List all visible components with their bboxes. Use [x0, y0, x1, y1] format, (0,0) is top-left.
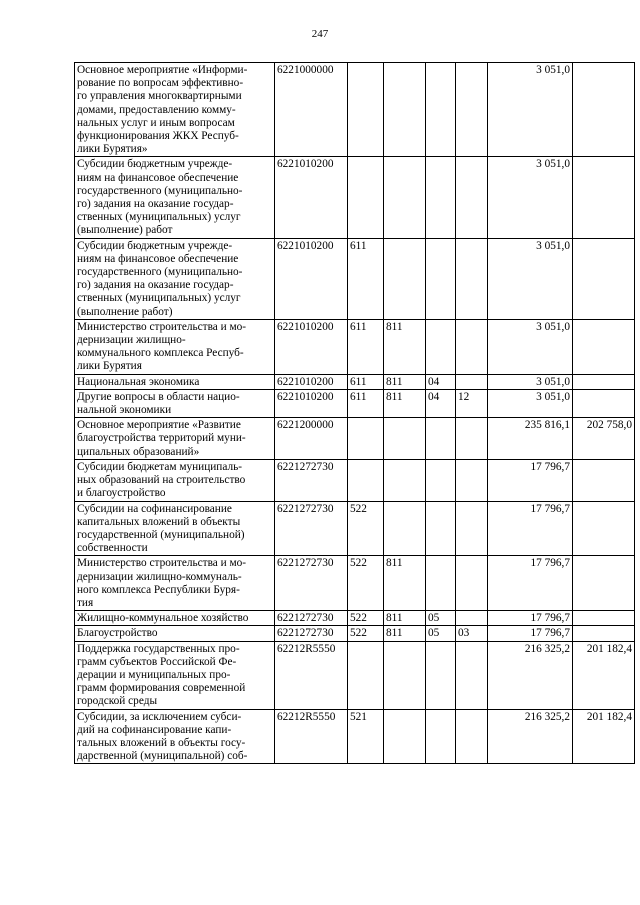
target-article-cell: 6221200000: [275, 418, 348, 460]
section-cell: [426, 238, 456, 319]
federal-amount-cell: [573, 319, 635, 374]
item-name-cell: Жилищно-коммунальное хозяйство: [75, 611, 275, 626]
chief-administrator-cell: [384, 63, 426, 157]
section-cell: [426, 418, 456, 460]
expense-type-cell: 611: [348, 389, 384, 417]
target-article-cell: 6221010200: [275, 157, 348, 238]
amount-cell: 17 796,7: [488, 556, 573, 611]
chief-administrator-cell: [384, 709, 426, 764]
expense-type-cell: 521: [348, 709, 384, 764]
table-row: [75, 418, 635, 460]
chief-administrator-cell: 811: [384, 626, 426, 641]
target-article-cell: 6221000000: [275, 63, 348, 157]
table-row: [75, 374, 635, 389]
amount-cell: 3 051,0: [488, 319, 573, 374]
target-article-cell: 6221272730: [275, 459, 348, 501]
subsection-cell: [456, 319, 488, 374]
chief-administrator-cell: [384, 501, 426, 556]
item-name-cell: Субсидии бюджетным учрежде- ниям на финансовое обеспечение государственного (муниципально- го) задания на оказание государ- ственных (муниципальных) услуг (выполнение) работ: [75, 157, 275, 238]
section-cell: [426, 459, 456, 501]
item-name-cell: Министерство строительства и мо- дернизации жилищно-коммуналь- ного комплекса Республики Буря- тия: [75, 556, 275, 611]
subsection-cell: [456, 501, 488, 556]
section-cell: [426, 319, 456, 374]
budget-table: [74, 62, 635, 764]
section-cell: 05: [426, 626, 456, 641]
section-cell: [426, 641, 456, 709]
target-article-cell: 6221272730: [275, 501, 348, 556]
expense-type-cell: 611: [348, 238, 384, 319]
expense-type-cell: 611: [348, 319, 384, 374]
item-name-cell: Основное мероприятие «Развитие благоустройства территорий муни- ципальных образований»: [75, 418, 275, 460]
section-cell: [426, 157, 456, 238]
federal-amount-cell: [573, 63, 635, 157]
amount-cell: 235 816,1: [488, 418, 573, 460]
table-row: [75, 238, 635, 319]
table-row: [75, 63, 635, 157]
federal-amount-cell: [573, 611, 635, 626]
section-cell: 05: [426, 611, 456, 626]
table-row: [75, 626, 635, 641]
chief-administrator-cell: 811: [384, 319, 426, 374]
federal-amount-cell: 201 182,4: [573, 709, 635, 764]
amount-cell: 17 796,7: [488, 626, 573, 641]
expense-type-cell: [348, 641, 384, 709]
chief-administrator-cell: [384, 459, 426, 501]
table-row: [75, 641, 635, 709]
chief-administrator-cell: 811: [384, 374, 426, 389]
section-cell: [426, 709, 456, 764]
item-name-cell: Субсидии на софинансирование капитальных вложений в объекты государственной (муниципальной) собственности: [75, 501, 275, 556]
federal-amount-cell: [573, 389, 635, 417]
amount-cell: 3 051,0: [488, 63, 573, 157]
subsection-cell: [456, 238, 488, 319]
amount-cell: 17 796,7: [488, 501, 573, 556]
federal-amount-cell: [573, 238, 635, 319]
federal-amount-cell: [573, 157, 635, 238]
expense-type-cell: 522: [348, 611, 384, 626]
section-cell: 04: [426, 374, 456, 389]
section-cell: [426, 556, 456, 611]
subsection-cell: [456, 556, 488, 611]
expense-type-cell: 611: [348, 374, 384, 389]
subsection-cell: [456, 709, 488, 764]
table-row: [75, 501, 635, 556]
chief-administrator-cell: [384, 641, 426, 709]
section-cell: [426, 63, 456, 157]
subsection-cell: [456, 418, 488, 460]
item-name-cell: Национальная экономика: [75, 374, 275, 389]
federal-amount-cell: [573, 626, 635, 641]
table-row: [75, 389, 635, 417]
target-article-cell: 6221010200: [275, 374, 348, 389]
item-name-cell: Основное мероприятие «Информи- рование по вопросам эффективно- го управления многоквартирными домами, предоставлению комму- нальных услуг и иным вопросам функционирования ЖКХ Респуб- лики Бурятия»: [75, 63, 275, 157]
federal-amount-cell: 201 182,4: [573, 641, 635, 709]
amount-cell: 17 796,7: [488, 459, 573, 501]
chief-administrator-cell: [384, 238, 426, 319]
amount-cell: 3 051,0: [488, 389, 573, 417]
target-article-cell: 6221010200: [275, 238, 348, 319]
expense-type-cell: [348, 157, 384, 238]
amount-cell: 3 051,0: [488, 238, 573, 319]
item-name-cell: Министерство строительства и мо- дернизации жилищно- коммунального комплекса Респуб- лики Бурятия: [75, 319, 275, 374]
chief-administrator-cell: [384, 418, 426, 460]
amount-cell: 17 796,7: [488, 611, 573, 626]
item-name-cell: Субсидии бюджетным учрежде- ниям на финансовое обеспечение государственного (муниципально- го) задания на оказание государ- ственных (муниципальных) услуг (выполнение работ): [75, 238, 275, 319]
subsection-cell: 03: [456, 626, 488, 641]
table-row: [75, 157, 635, 238]
expense-type-cell: [348, 459, 384, 501]
expense-type-cell: 522: [348, 626, 384, 641]
budget-table-body: [75, 63, 635, 764]
federal-amount-cell: [573, 501, 635, 556]
subsection-cell: [456, 641, 488, 709]
chief-administrator-cell: [384, 157, 426, 238]
item-name-cell: Субсидии бюджетам муниципаль- ных образований на строительство и благоустройство: [75, 459, 275, 501]
subsection-cell: [456, 374, 488, 389]
subsection-cell: [456, 459, 488, 501]
expense-type-cell: [348, 63, 384, 157]
subsection-cell: 12: [456, 389, 488, 417]
target-article-cell: 6221010200: [275, 389, 348, 417]
target-article-cell: 6221010200: [275, 319, 348, 374]
item-name-cell: Субсидии, за исключением субси- дий на софинансирование капи- тальных вложений в объекты госу- дарственной (муниципальной) соб-: [75, 709, 275, 764]
subsection-cell: [456, 63, 488, 157]
target-article-cell: 6221272730: [275, 611, 348, 626]
target-article-cell: 6221272730: [275, 626, 348, 641]
table-row: [75, 459, 635, 501]
table-row: [75, 709, 635, 764]
subsection-cell: [456, 611, 488, 626]
table-row: [75, 611, 635, 626]
item-name-cell: Другие вопросы в области нацио- нальной экономики: [75, 389, 275, 417]
amount-cell: 3 051,0: [488, 374, 573, 389]
expense-type-cell: [348, 418, 384, 460]
item-name-cell: Благоустройство: [75, 626, 275, 641]
table-row: [75, 556, 635, 611]
amount-cell: 3 051,0: [488, 157, 573, 238]
chief-administrator-cell: 811: [384, 389, 426, 417]
page-number: 247: [311, 28, 329, 40]
federal-amount-cell: 202 758,0: [573, 418, 635, 460]
federal-amount-cell: [573, 556, 635, 611]
federal-amount-cell: [573, 374, 635, 389]
expense-type-cell: 522: [348, 556, 384, 611]
amount-cell: 216 325,2: [488, 709, 573, 764]
table-row: [75, 319, 635, 374]
amount-cell: 216 325,2: [488, 641, 573, 709]
target-article-cell: 62212R5550: [275, 709, 348, 764]
section-cell: [426, 501, 456, 556]
section-cell: 04: [426, 389, 456, 417]
target-article-cell: 62212R5550: [275, 641, 348, 709]
federal-amount-cell: [573, 459, 635, 501]
expense-type-cell: 522: [348, 501, 384, 556]
subsection-cell: [456, 157, 488, 238]
chief-administrator-cell: 811: [384, 556, 426, 611]
target-article-cell: 6221272730: [275, 556, 348, 611]
chief-administrator-cell: 811: [384, 611, 426, 626]
item-name-cell: Поддержка государственных про- грамм субъектов Российской Фе- дерации и муниципальных про- грамм формирования современной городской среды: [75, 641, 275, 709]
